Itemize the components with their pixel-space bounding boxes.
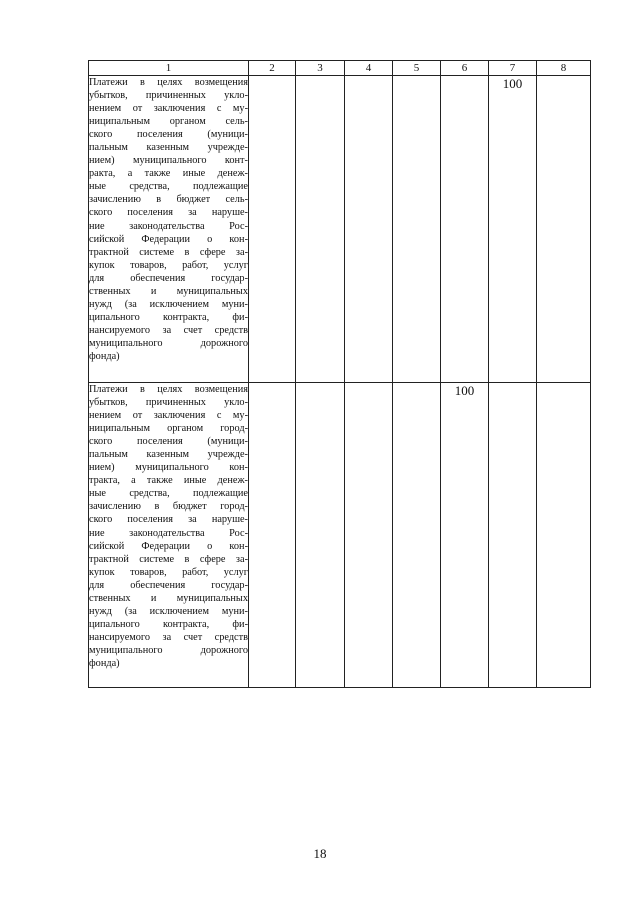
column-header: 4	[345, 61, 393, 76]
description-line: нением от заключения с му-	[89, 103, 248, 115]
description-line: ракта, а также иные денеж-	[89, 168, 248, 180]
description-line: ципального контракта, фи-	[89, 618, 248, 630]
table-cell	[249, 76, 296, 383]
row-description	[89, 76, 249, 383]
description-line: ского поселения за наруше-	[89, 207, 248, 219]
description-line: ные средства, подлежащие	[89, 181, 248, 193]
table-cell	[296, 76, 345, 383]
description-line: ние законодательства Рос-	[89, 220, 248, 232]
table-cell	[537, 76, 591, 383]
description-line: нужд (за исключением муни-	[89, 605, 248, 617]
description-line: ского поселения (муници-	[89, 436, 248, 448]
table-cell	[393, 383, 441, 688]
table-cell	[345, 76, 393, 383]
column-header: 3	[296, 61, 345, 76]
table-cell: 100	[489, 76, 537, 383]
table-cell: 100	[441, 383, 489, 688]
description-line: ниципальным органом сель-	[89, 116, 248, 128]
description-line: для обеспечения государ-	[89, 579, 248, 591]
page-number: 18	[313, 846, 327, 861]
table-cell	[345, 383, 393, 688]
description-line: убытков, причиненных укло-	[89, 90, 248, 102]
row-description	[89, 383, 249, 688]
description-line: трактной системе в сфере за-	[89, 553, 248, 565]
table-cell	[537, 383, 591, 688]
description-line: тракта, а также иные денеж-	[89, 475, 248, 487]
table-cell	[249, 383, 296, 688]
description-line: убытков, причиненных укло-	[89, 397, 248, 409]
description-line: купок товаров, работ, услуг	[89, 566, 248, 578]
description-line: нужд (за исключением муни-	[89, 298, 248, 310]
description-line: ние законодательства Рос-	[89, 527, 248, 539]
table-cell	[296, 383, 345, 688]
description-line: нансируемого за счет средств	[89, 631, 248, 643]
column-header: 1	[89, 61, 249, 76]
table-cell	[393, 76, 441, 383]
description-line: ского поселения (муници-	[89, 129, 248, 141]
description-line: нением от заключения с му-	[89, 410, 248, 422]
description-line: муниципального дорожного	[89, 644, 248, 656]
description-line: ципального контракта, фи-	[89, 311, 248, 323]
description-line: Платежи в целях возмещения	[89, 384, 248, 395]
table-cell	[441, 76, 489, 383]
description-line: пальным казенным учрежде-	[89, 142, 248, 154]
table-row	[89, 76, 591, 383]
description-line: сийской Федерации о кон-	[89, 233, 248, 245]
description-line: ниципальным органом город-	[89, 423, 248, 435]
description-line: ственных и муниципальных	[89, 285, 248, 297]
description-line: для обеспечения государ-	[89, 272, 248, 284]
description-line: нансируемого за счет средств	[89, 324, 248, 336]
description-line: нием) муниципального кон-	[89, 462, 248, 474]
data-table	[88, 60, 591, 688]
description-line: зачислению в бюджет город-	[89, 501, 248, 513]
description-line: пальным казенным учрежде-	[89, 449, 248, 461]
description-line: ственных и муниципальных	[89, 592, 248, 604]
description-line: фонда)	[89, 657, 120, 669]
column-header: 5	[393, 61, 441, 76]
table-row	[89, 383, 591, 688]
description-line: купок товаров, работ, услуг	[89, 259, 248, 271]
description-line: трактной системе в сфере за-	[89, 246, 248, 258]
description-line: Платежи в целях возмещения	[89, 77, 248, 88]
column-header: 2	[249, 61, 296, 76]
description-line: нием) муниципального конт-	[89, 155, 248, 167]
header-row	[89, 61, 591, 76]
description-line: муниципального дорожного	[89, 337, 248, 349]
description-line: зачислению в бюджет сель-	[89, 194, 248, 206]
column-header: 7	[489, 61, 537, 76]
column-header: 8	[537, 61, 591, 76]
table-cell	[489, 383, 537, 688]
description-line: ные средства, подлежащие	[89, 488, 248, 500]
column-header: 6	[441, 61, 489, 76]
description-line: фонда)	[89, 350, 120, 362]
description-line: ского поселения за наруше-	[89, 514, 248, 526]
description-line: сийской Федерации о кон-	[89, 540, 248, 552]
